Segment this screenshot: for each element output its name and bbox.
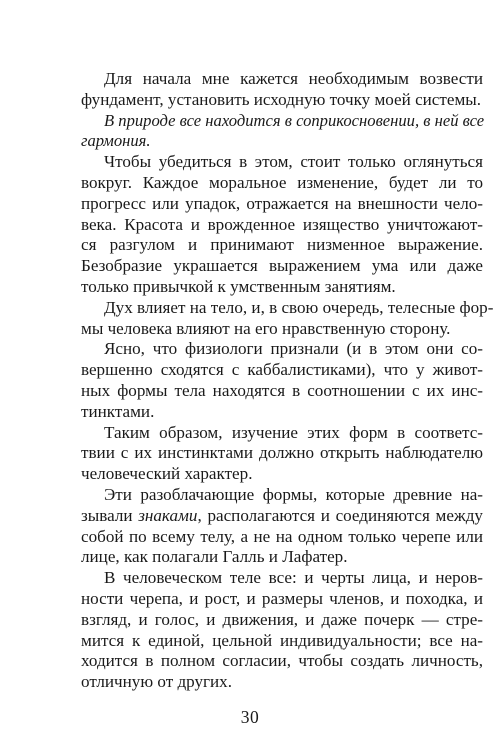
text-line: Для начала мне кажется необходимым возвести [104, 69, 483, 88]
text-line: Чтобы убедиться в этом, стоит только оглянуться [104, 152, 483, 172]
page-number: 30 [240, 707, 260, 727]
text-line: вершенно сходятся с каббалистиками), что у живот- [81, 360, 483, 380]
text-line: Безобразие украшается выражением ума или даже [81, 256, 483, 276]
paragraph-4 [81, 297, 494, 340]
text-line: твии с их инстинктами должно открыть наблюдателю [81, 443, 483, 463]
text-line: тинктами. [81, 401, 155, 421]
text-line: фундамент, установить исходную точку моей системы. [81, 89, 482, 109]
text-line: отличную от других. [81, 672, 232, 692]
text-line: Таким образом, изучение этих форм в соответс- [104, 422, 483, 442]
text-line: лице, как полагали Галль и Лафатер. [81, 547, 348, 567]
text-line: мится к единой, цельной индивидуальности; все на- [81, 630, 483, 650]
paragraph-7 [81, 485, 483, 568]
text-line: Дух влияет на тело, и, в свою очередь, телесные фор- [104, 297, 494, 317]
text-line: Эти разоблачающие формы, которые древние на- [104, 484, 483, 504]
text-line-with-italic: зывали знаками, располагаются и соединяются между [81, 505, 483, 525]
text-line: вокруг. Каждое моральное изменение, будет ли то [81, 172, 483, 192]
text-line: ных формы тела находятся в соотношении с их инс- [81, 380, 483, 400]
text-line: прогресс или упадок, отражается на внешности чело- [81, 193, 483, 213]
text-line: мы человека влияют на его нравственную сторону. [81, 318, 451, 338]
paragraph-8 [81, 568, 483, 693]
text-line: собой по всему телу, а не на одном только черепе или [81, 526, 483, 546]
paragraph-1 [81, 69, 483, 111]
text-line: Ясно, что физиологи признали (и в этом они со- [104, 339, 483, 359]
text-line: В человеческом теле все: и черты лица, и неров- [104, 568, 483, 588]
text-line: только привычкой к умственным занятиям. [81, 276, 396, 296]
text-line: гармония. [81, 131, 151, 151]
paragraph-2-italic [81, 111, 483, 153]
text-line: человеческий характер. [81, 464, 253, 484]
text-line: ходится в полном согласии, чтобы создать личность, [81, 651, 483, 671]
italic-term: знаками [138, 505, 198, 525]
paragraph-3 [81, 152, 483, 298]
paragraph-5 [81, 339, 483, 422]
paragraph-6 [81, 423, 483, 485]
text-line: ся разгулом и принимают низменное выражение. [81, 235, 483, 255]
body-text [81, 69, 494, 693]
text-line: взгляд, и голос, и движения, и даже почерк — стре- [81, 609, 483, 629]
text-line: века. Красота и врожденное изящество уничтожают- [81, 214, 483, 234]
text-line: В природе все находится в соприкосновении, в ней все [104, 110, 485, 130]
text-line: ности черепа, и рост, и размеры членов, и походка, и [81, 588, 483, 608]
